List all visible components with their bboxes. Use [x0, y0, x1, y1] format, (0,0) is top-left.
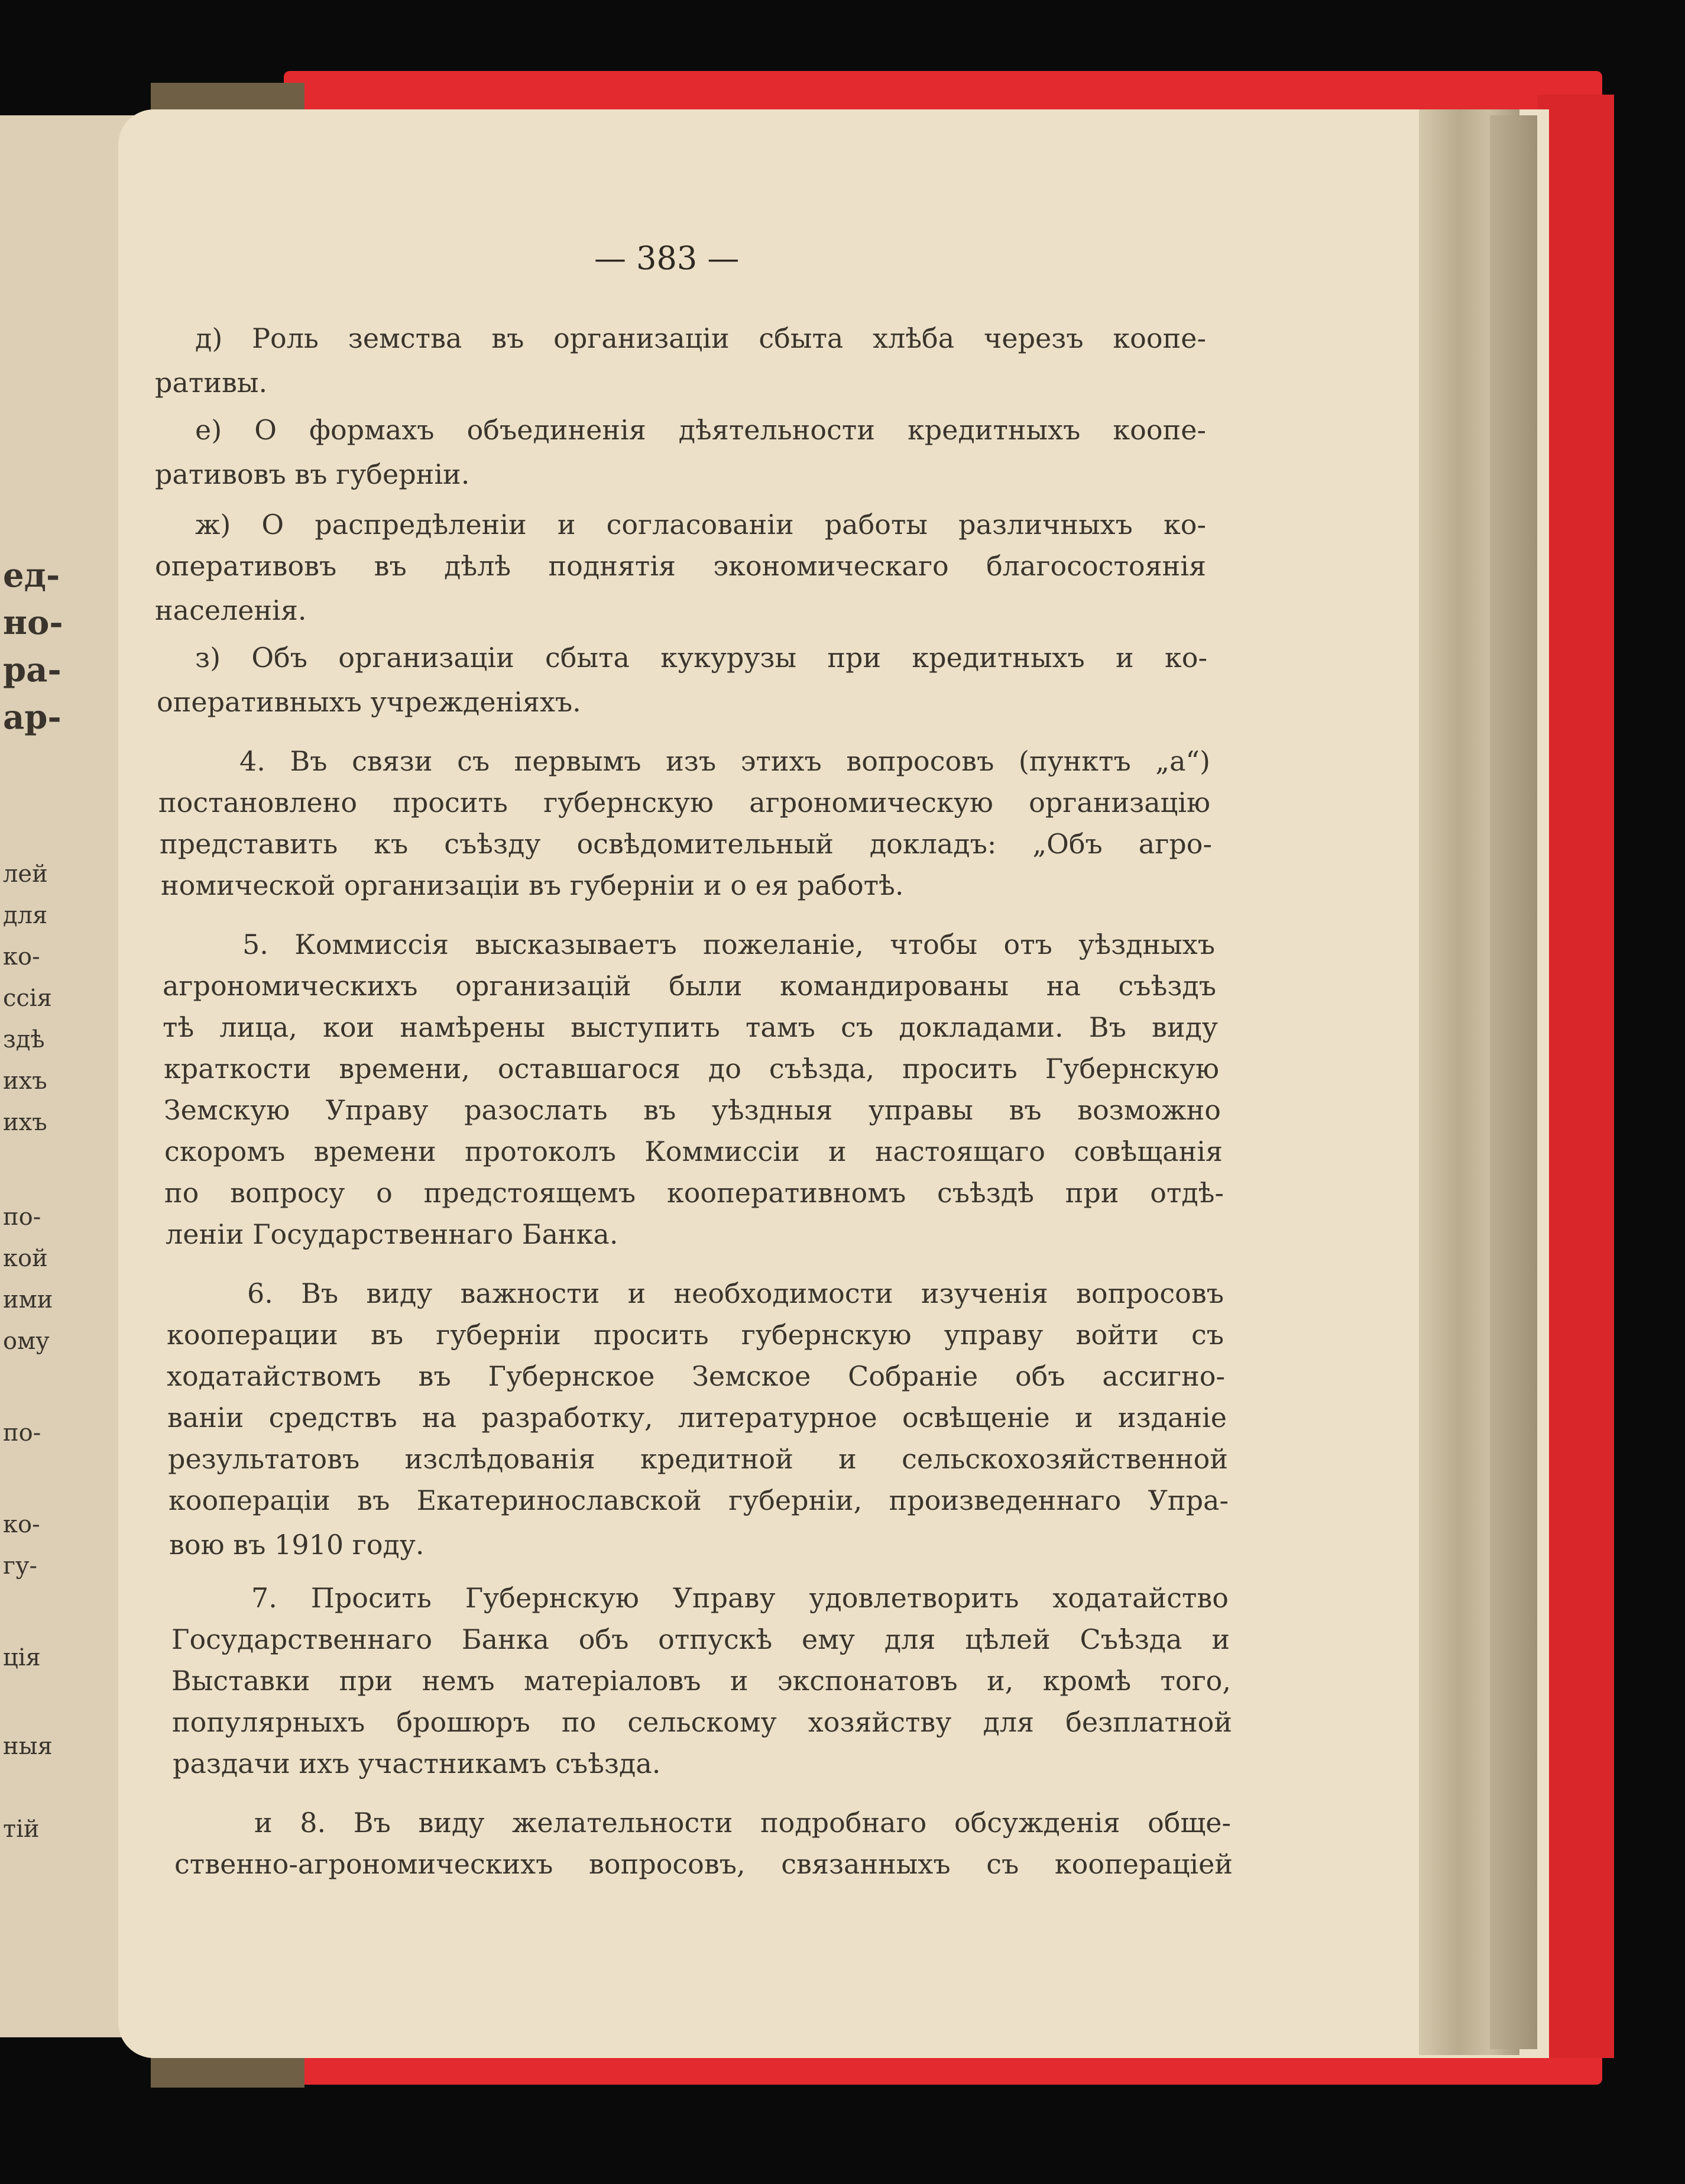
left-fragment: ар-	[3, 698, 61, 737]
text-line: тѣ лица, кои намѣрены выступить тамъ съ докладами. Въ виду	[163, 1011, 1218, 1043]
text-line: 5. Коммиссія высказываетъ пожеланіе, чтобы отъ уѣздныхъ	[242, 928, 1215, 960]
text-line: популярныхъ брошюръ по сельскому хозяйству для безплатной	[172, 1706, 1232, 1738]
text-line: результатовъ изслѣдованія кредитной и сельскохозяйственной	[168, 1443, 1228, 1475]
text-line: ственно-агрономическихъ вопросовъ, связанныхъ съ коопераціей	[174, 1848, 1233, 1880]
text-line: е) О формахъ объединенія дѣятельности кредитныхъ коопе-	[195, 414, 1206, 446]
left-fragment: ед-	[3, 556, 60, 595]
left-fragment: ихъ	[3, 1067, 47, 1095]
left-fragment: по-	[3, 1203, 41, 1231]
left-fragment: ція	[3, 1644, 41, 1671]
left-fragment: тій	[3, 1816, 40, 1843]
left-fragment: ко-	[3, 943, 40, 970]
text-line: номической организаціи въ губерніи и о ея работѣ.	[161, 869, 904, 901]
text-line: населенія.	[155, 594, 307, 626]
left-fragment: ссія	[3, 985, 52, 1012]
text-line: коопераціи въ Екатеринославской губерніи, произведеннаго Упра-	[168, 1484, 1229, 1516]
text-line: 7. Просить Губернскую Управу удовлетворить ходатайство	[251, 1582, 1229, 1614]
text-line: оперативовъ въ дѣлѣ поднятія экономическаго благосостоянія	[155, 550, 1206, 582]
text-line: и 8. Въ виду желательности подробнаго обсужденія обще-	[254, 1807, 1231, 1839]
text-line: д) Роль земства въ организаціи сбыта хлѣба черезъ коопе-	[195, 322, 1206, 354]
left-fragment: по-	[3, 1419, 41, 1447]
page-stack-edge-outer	[1490, 115, 1537, 2049]
text-line: 4. Въ связи съ первымъ изъ этихъ вопросовъ (пунктъ „а“)	[239, 745, 1210, 777]
text-line: ваніи средствъ на разработку, литературное освѣщеніе и изданіе	[167, 1402, 1227, 1434]
text-line: скоромъ времени протоколъ Коммиссіи и настоящаго совѣщанія	[164, 1135, 1223, 1167]
text-line: ходатайствомъ въ Губернское Земское Собраніе объ ассигно-	[167, 1360, 1225, 1392]
text-line: раздачи ихъ участникамъ съѣзда.	[173, 1748, 661, 1779]
text-line: оперативныхъ учрежденіяхъ.	[157, 686, 581, 718]
left-fragment: ныя	[3, 1733, 53, 1760]
text-line: з) Объ организаціи сбыта кукурузы при кредитныхъ и ко-	[195, 642, 1207, 674]
left-fragment: для	[3, 902, 48, 929]
left-fragment: здѣ	[3, 1026, 45, 1053]
left-fragment: гу-	[3, 1552, 38, 1580]
text-line: ративовъ въ губерніи.	[155, 458, 470, 490]
text-line: представить къ съѣзду освѣдомительный докладъ: „Объ агро-	[160, 828, 1212, 860]
text-line: кооперации въ губерніи просить губернскую управу войти съ	[167, 1319, 1224, 1351]
left-fragment: ихъ	[3, 1109, 47, 1136]
text-line: 6. Въ виду важности и необходимости изученія вопросовъ	[247, 1277, 1224, 1309]
text-line: краткости времени, оставшагося до съѣзда, просить Губернскую	[164, 1053, 1219, 1085]
text-line: по вопросу о предстоящемъ кооперативномъ съѣздѣ при отдѣ-	[164, 1177, 1224, 1209]
left-fragment: кой	[3, 1245, 48, 1272]
text-line: агрономическихъ организацій были командированы на съѣздъ	[163, 970, 1216, 1002]
left-fragment: ко-	[3, 1511, 40, 1538]
left-fragment: ра-	[3, 651, 61, 690]
text-line: Выставки при немъ матеріаловъ и экспонатовъ и, кромѣ того,	[171, 1665, 1231, 1697]
left-fragment: но-	[3, 603, 63, 642]
left-fragment: ими	[3, 1286, 53, 1313]
text-line: постановлено просить губернскую агрономическую организацію	[158, 787, 1210, 818]
text-line: вою въ 1910 году.	[169, 1529, 425, 1561]
text-line: Земскую Управу разослать въ уѣздныя управы въ возможно	[164, 1094, 1221, 1126]
text-line: ж) О распредѣленіи и согласованіи работы различныхъ ко-	[195, 509, 1206, 541]
page-number: — 383 —	[594, 240, 740, 277]
text-line: леніи Государственнаго Банка.	[166, 1218, 618, 1250]
text-line: Государственнаго Банка объ отпускѣ ему для цѣлей Съѣзда и	[171, 1623, 1230, 1655]
text-line: ративы.	[155, 367, 268, 399]
left-fragment: ому	[3, 1328, 50, 1355]
left-fragment: лей	[3, 860, 48, 888]
